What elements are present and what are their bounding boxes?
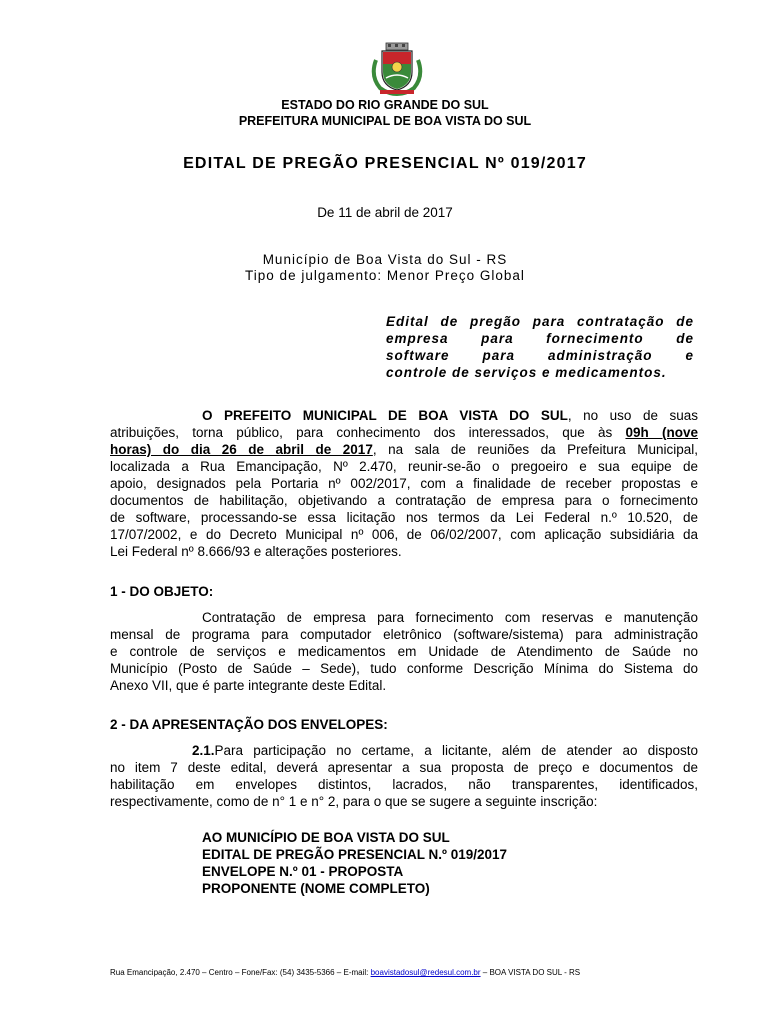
section-2-line: no item 7 deste edital, deverá apresentar a sua proposta de preço e documentos de (110, 760, 698, 775)
section-1-line: Anexo VII, que é parte integrante deste Edital. (110, 678, 387, 693)
session-date: horas) do dia 26 de abril de 2017 (110, 442, 373, 457)
edital-subject (386, 313, 694, 381)
intro-text: , no uso de suas (567, 408, 698, 423)
section-2-line: respectivamente, como de n° 1 e n° 2, para o que se sugere a seguinte inscrição: (110, 794, 598, 809)
section-2-line (192, 742, 698, 759)
intro-line (110, 441, 698, 458)
mayor-title: O PREFEITO MUNICIPAL DE BOA VISTA DO SUL (202, 408, 568, 423)
section-1-line: mensal de programa para computador eletrônico (software/sistema) para administração (110, 627, 698, 642)
judgment-type: Tipo de julgamento: Menor Preço Global (245, 268, 525, 283)
document-title: EDITAL DE PREGÃO PRESENCIAL Nº 019/2017 (183, 155, 587, 172)
intro-line: de software, processando-se essa licitação nos termos da Lei Federal n.º 10.520, de (110, 510, 698, 525)
envelope-line: PROPONENTE (NOME COMPLETO) (202, 881, 430, 896)
footer-address: Rua Emancipação, 2.470 – Centro – Fone/Fax: (54) 3435-5366 – E-mail: (110, 968, 371, 977)
envelope-line: AO MUNICÍPIO DE BOA VISTA DO SUL (202, 830, 450, 845)
intro-line: 17/07/2002, e do Decreto Municipal nº 006, de 06/02/2007, com aplicação subsidiária da (110, 527, 698, 542)
intro-line: Lei Federal nº 8.666/93 e alterações posteriores. (110, 544, 402, 559)
section-1-line: Contratação de empresa para fornecimento com reservas e manutenção (202, 610, 698, 625)
prefecture-name: PREFEITURA MUNICIPAL DE BOA VISTA DO SUL (238, 114, 532, 128)
envelope-line: EDITAL DE PREGÃO PRESENCIAL N.º 019/2017 (202, 847, 508, 862)
subject-line: empresa para fornecimento de (386, 331, 694, 346)
intro-text: atribuições, torna público, para conhecimento dos interessados, que às (110, 425, 626, 440)
subject-line: software para administração e (386, 348, 694, 363)
section-2-line: habilitação em envelopes distintos, lacrados, não transparentes, identificados, (110, 777, 698, 792)
intro-line (202, 407, 698, 424)
page-footer (110, 968, 580, 977)
state-name: ESTADO DO RIO GRANDE DO SUL (281, 98, 489, 112)
section-1-line: e controle de serviços e medicamentos em Unidade de Atendimento de Saúde no (110, 644, 698, 659)
municipality: Município de Boa Vista do Sul - RS (262, 252, 508, 267)
intro-line: documentos de habilitação, objetivando a contratação de empresa para o fornecimento (110, 493, 698, 508)
subject-line: Edital de pregão para contratação de (386, 314, 694, 329)
session-time: 09h (nove (625, 425, 698, 440)
section-2-heading: 2 - DA APRESENTAÇÃO DOS ENVELOPES: (110, 717, 388, 732)
footer-city: – BOA VISTA DO SUL - RS (480, 968, 581, 977)
intro-text: , na sala de reuniões da Prefeitura Municipal, (372, 442, 698, 457)
envelope-line: ENVELOPE N.º 01 - PROPOSTA (202, 864, 404, 879)
section-1-heading: 1 - DO OBJETO: (110, 584, 214, 599)
subject-line: controle de serviços e medicamentos. (386, 365, 667, 380)
intro-line: localizada a Rua Emancipação, Nº 2.470, reunir-se-ão o pregoeiro e sua equipe de (110, 459, 698, 474)
item-number: 2.1. (192, 743, 215, 758)
intro-line (110, 424, 698, 441)
section-2-text: Para participação no certame, a licitante, além de atender ao disposto (214, 743, 698, 758)
footer-email-link[interactable]: boavistadosul@redesul.com.br (370, 968, 481, 977)
municipal-crest-icon (368, 42, 426, 96)
document-date: De 11 de abril de 2017 (317, 205, 453, 220)
intro-line: apoio, designados pela Portaria nº 002/2017, com a finalidade de receber propostas e (110, 476, 698, 491)
section-1-line: Município (Posto de Saúde – Sede), tudo conforme Descrição Mínima do Sistema do (110, 661, 698, 676)
